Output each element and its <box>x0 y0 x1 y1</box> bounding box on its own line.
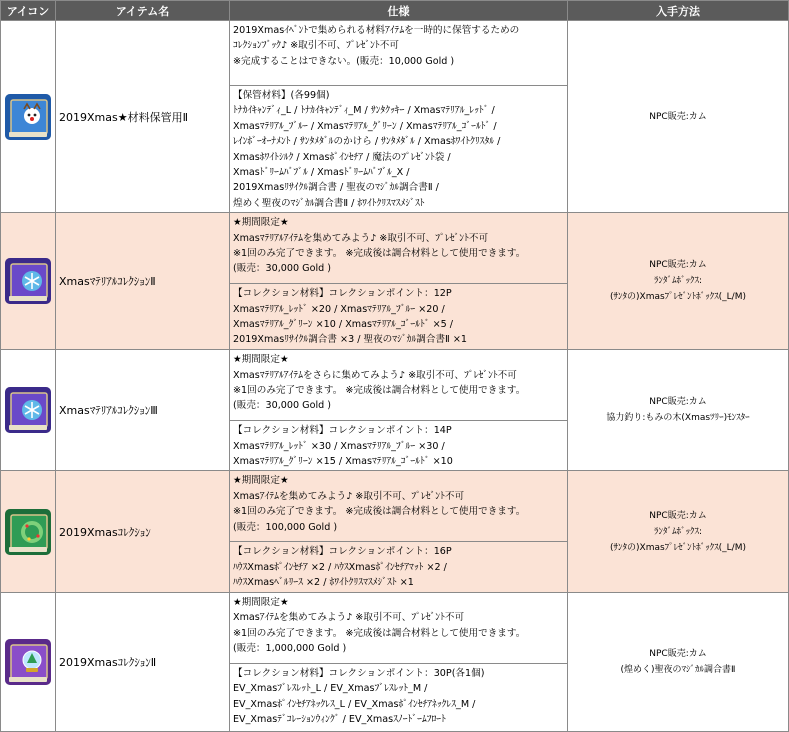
acquire-cell <box>568 21 789 213</box>
spec-line: ★期間限定★ <box>233 217 289 229</box>
spec-cell <box>230 350 568 471</box>
acquire-line: (ｻﾝﾀの)Xmasﾌﾟﾚｾﾞﾝﾄﾎﾞｯｸｽ(_L/M) <box>610 542 746 553</box>
spec-line: 2019Xmasﾘｻｲｸﾙ調合書 ×3 / 聖夜のﾏｼﾞｶﾙ調合書Ⅱ ×1 <box>233 334 467 346</box>
spec-line: 【コレクション材料】コレクションポイント：16P <box>233 546 452 558</box>
spec-line: 2019Xmasﾘｻｲｸﾙ調合書 / 聖夜のﾏｼﾞｶﾙ調合書Ⅱ / <box>233 182 439 194</box>
icon-cell <box>1 350 56 471</box>
spec-description <box>230 213 567 283</box>
spec-line: EV_Xmasﾃﾞｺﾚｰｼｮﾝｳｨﾝｸﾞ / EV_Xmasｽﾉｰﾄﾞｰﾑﾌﾛｰﾄ <box>233 713 446 725</box>
spec-line: ﾚｲﾝﾎﾞｰｵｰﾅﾒﾝﾄ / ｻﾝﾀﾒﾀﾞﾙのかけら / ｻﾝﾀﾒﾀﾞﾙ / Xmasﾎﾜｲﾄｸﾘｽﾀﾙ / <box>233 136 501 148</box>
spec-cell <box>230 592 568 731</box>
icon-cell <box>1 213 56 350</box>
acquire-line: 協力釣り:もみの木(Xmasﾂﾘｰ)ﾓﾝｽﾀｰ <box>606 413 750 424</box>
acquire-cell <box>568 350 789 471</box>
item-name: 2019Xmas★材料保管用Ⅱ <box>56 21 230 213</box>
spec-line: ※1回のみ完了できます。 ※完成後は調合材料として使用できます。 <box>233 385 526 397</box>
spec-line: ﾄﾅｶｲｷｬﾝﾃﾞｨ_L / ﾄﾅｶｲｷｬﾝﾃﾞｨ_M / ｻﾝﾀｸｯｷｰ / Xmasﾏﾃﾘｱﾙ_ﾚｯﾄﾞ / <box>233 105 495 117</box>
table-row <box>1 350 789 471</box>
snowflake-book-icon <box>5 387 51 433</box>
icon-cell <box>1 21 56 213</box>
acquire-line: NPC販売:カム <box>649 111 707 122</box>
spec-line: Xmasﾏﾃﾘｱﾙｱｲﾃﾑを集めてみよう♪ ※取引不可、ﾌﾟﾚｾﾞﾝﾄ不可 <box>233 232 489 244</box>
spec-line: Xmasｱｲﾃﾑを集めてみよう♪ ※取引不可、ﾌﾟﾚｾﾞﾝﾄ不可 <box>233 490 465 502</box>
icon-cell <box>1 471 56 592</box>
spec-description <box>230 21 567 85</box>
spec-line: ﾊｳｽXmasﾎﾟｲﾝｾﾁｱ ×2 / ﾊｳｽXmasﾎﾟｲﾝｾﾁｱﾏｯﾄ ×2 / <box>233 561 447 573</box>
spec-line: Xmasｱｲﾃﾑを集めてみよう♪ ※取引不可、ﾌﾟﾚｾﾞﾝﾄ不可 <box>233 612 465 624</box>
spec-line: Xmasﾏﾃﾘｱﾙ_ﾚｯﾄﾞ ×30 / Xmasﾏﾃﾘｱﾙ_ﾌﾞﾙｰ ×30 / <box>233 440 445 452</box>
spec-line: EV_Xmasﾎﾟｲﾝｾﾁｱﾈｯｸﾚｽ_L / EV_Xmasﾎﾟｲﾝｾﾁｱﾈｯｸﾚｽ_M / <box>233 698 476 710</box>
acquire-line: (煌めく)聖夜のﾏｼﾞｶﾙ調合書Ⅱ <box>620 664 736 675</box>
acquire-line: NPC販売:カム <box>649 510 707 521</box>
spec-line: ★期間限定★ <box>233 596 289 608</box>
spec-line: 2019Xmasｲﾍﾞﾝﾄで集められる材料ｱｲﾃﾑを一時的に保管するための <box>233 25 520 36</box>
spec-materials <box>230 663 567 729</box>
acquire-line: NPC販売:カム <box>649 260 707 271</box>
spec-line: Xmasﾏﾃﾘｱﾙｱｲﾃﾑをさらに集めてみよう♪ ※取引不可、ﾌﾟﾚｾﾞﾝﾄ不可 <box>233 369 517 381</box>
item-name: 2019Xmasｺﾚｸｼｮﾝ <box>56 471 230 592</box>
table-row <box>1 471 789 592</box>
item-name: XmasﾏﾃﾘｱﾙｺﾚｸｼｮﾝⅢ <box>56 350 230 471</box>
acquire-line: ﾗﾝﾀﾞﾑﾎﾞｯｸｽ: <box>653 526 703 537</box>
table-row <box>1 592 789 731</box>
spec-line: (販売：30,000 Gold ) <box>233 400 331 412</box>
header-icon: アイコン <box>1 1 56 21</box>
spec-cell <box>230 21 568 213</box>
spec-description <box>230 350 567 420</box>
spec-line: Xmasﾏﾃﾘｱﾙ_ﾚｯﾄﾞ ×20 / Xmasﾏﾃﾘｱﾙ_ﾌﾞﾙｰ ×20 / <box>233 303 445 315</box>
acquire-line: (ｻﾝﾀの)Xmasﾌﾟﾚｾﾞﾝﾄﾎﾞｯｸｽ(_L/M) <box>610 292 746 303</box>
spec-materials <box>230 283 567 349</box>
acquire-line: NPC販売:カム <box>649 397 707 408</box>
spec-line: ﾊｳｽXmasﾍﾞﾙﾘｰｽ ×2 / ﾎﾜｲﾄｸﾘｽﾏｽﾒｼﾞｽﾄ ×1 <box>233 577 414 589</box>
spec-description <box>230 593 567 663</box>
spec-line: ★期間限定★ <box>233 475 289 487</box>
snowglobe-book-icon <box>5 639 51 685</box>
header-spec: 仕様 <box>230 1 568 21</box>
header-name: アイテム名 <box>56 1 230 21</box>
spec-line: Xmasﾎﾜｲﾄｼﾙｸ / Xmasﾎﾟｲﾝｾﾁｱ / 魔法のﾌﾟﾚｾﾞﾝﾄ袋 / <box>233 151 451 163</box>
spec-line: 【コレクション材料】コレクションポイント：12P <box>233 288 452 300</box>
spec-line: ※1回のみ完了できます。 ※完成後は調合材料として使用できます。 <box>233 627 526 639</box>
spec-line: (販売：1,000,000 Gold ) <box>233 642 347 654</box>
spec-line: 煌めく聖夜のﾏｼﾞｶﾙ調合書Ⅱ / ﾎﾜｲﾄｸﾘｽﾏｽﾒｼﾞｽﾄ <box>233 197 425 209</box>
acquire-cell <box>568 471 789 592</box>
table-row <box>1 213 789 350</box>
acquire-cell <box>568 592 789 731</box>
spec-cell <box>230 471 568 592</box>
spec-cell <box>230 213 568 350</box>
icon-cell <box>1 592 56 731</box>
spec-line: ★期間限定★ <box>233 354 289 366</box>
acquire-cell <box>568 213 789 350</box>
spec-line: ※1回のみ完了できます。 ※完成後は調合材料として使用できます。 <box>233 248 526 260</box>
item-name: XmasﾏﾃﾘｱﾙｺﾚｸｼｮﾝⅡ <box>56 213 230 350</box>
storage-book-icon <box>5 94 51 140</box>
spec-materials <box>230 541 567 591</box>
spec-line: 【コレクション材料】コレクションポイント：14P <box>233 425 452 437</box>
spec-line: 【コレクション材料】コレクションポイント：30P(各1個) <box>233 667 485 679</box>
item-name: 2019XmasｺﾚｸｼｮﾝⅡ <box>56 592 230 731</box>
acquire-line: ﾗﾝﾀﾞﾑﾎﾞｯｸｽ: <box>653 276 703 287</box>
spec-line: ※1回のみ完了できます。 ※完成後は調合材料として使用できます。 <box>233 506 526 518</box>
header-acquire: 入手方法 <box>568 1 789 21</box>
snowflake-book-icon <box>5 258 51 304</box>
spec-line: (販売：100,000 Gold ) <box>233 521 338 533</box>
table-row <box>1 21 789 213</box>
spec-line: ｺﾚｸｼｮﾝﾌﾞｯｸ♪ ※取引不可、ﾌﾟﾚｾﾞﾝﾄ不可 <box>233 40 399 52</box>
spec-line: Xmasﾏﾃﾘｱﾙ_ﾌﾞﾙｰ / Xmasﾏﾃﾘｱﾙ_ｸﾞﾘｰﾝ / Xmasﾏﾃﾘｱﾙ_ｺﾞｰﾙﾄﾞ / <box>233 120 497 132</box>
wreath-book-icon <box>5 509 51 555</box>
spec-materials <box>230 85 567 212</box>
spec-line: Xmasﾏﾃﾘｱﾙ_ｸﾞﾘｰﾝ ×10 / Xmasﾏﾃﾘｱﾙ_ｺﾞｰﾙﾄﾞ ×5 / <box>233 319 454 331</box>
spec-line: 【保管材料】(各99個) <box>233 90 330 101</box>
spec-line: Xmasﾄﾞﾘｰﾑﾊﾞﾌﾞﾙ / Xmasﾄﾞﾘｰﾑﾊﾞﾌﾞﾙ_X / <box>233 167 410 179</box>
table-header-row <box>1 1 789 21</box>
spec-line: Xmasﾏﾃﾘｱﾙ_ｸﾞﾘｰﾝ ×15 / Xmasﾏﾃﾘｱﾙ_ｺﾞｰﾙﾄﾞ ×10 <box>233 456 453 468</box>
spec-line: ※完成することはできない。(販売：10,000 Gold ) <box>233 55 455 67</box>
spec-line: (販売：30,000 Gold ) <box>233 263 331 275</box>
spec-description <box>230 471 567 541</box>
acquire-line: NPC販売:カム <box>649 648 707 659</box>
spec-line: EV_Xmasﾌﾞﾚｽﾚｯﾄ_L / EV_Xmasﾌﾞﾚｽﾚｯﾄ_M / <box>233 683 428 695</box>
spec-materials <box>230 420 567 470</box>
